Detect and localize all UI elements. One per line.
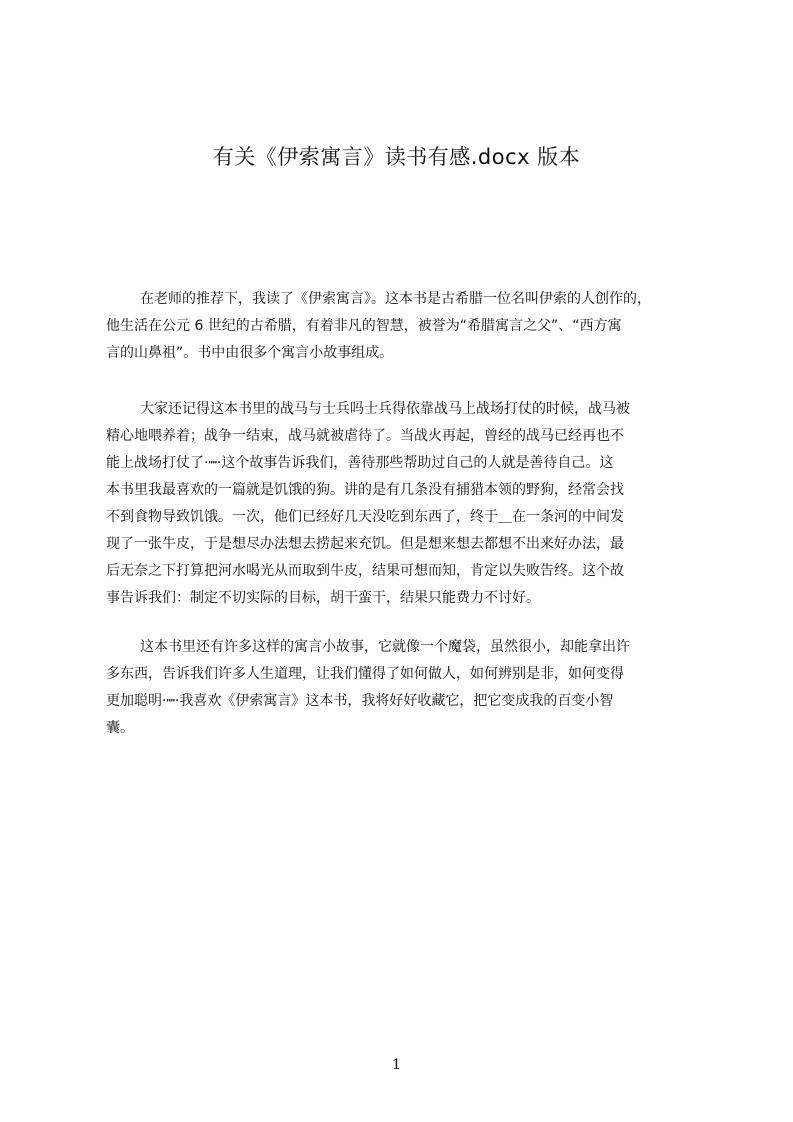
paragraph-line: 他生活在公元 6 世纪的古希腊，有着非凡的智慧，被誉为“希腊寓言之父”、“西方寓 xyxy=(106,318,622,334)
paragraph-line: 更加聪明·┉·我喜欢《伊索寓言》这本书，我将好好收藏它，把它变成我的百变小智 xyxy=(106,693,614,709)
paragraph-line: 言的山鼻祖”。书中由很多个寓言小故事组成。 xyxy=(106,345,394,361)
paragraph-line: 多东西，告诉我们许多人生道理，让我们懂得了如何做人，如何辨别是非，如何变得 xyxy=(106,666,624,682)
page-number: 1 xyxy=(392,1057,401,1073)
document-title: 有关《伊索寓言》读书有感.docx 版本 xyxy=(212,145,581,169)
paragraph-line: 囊。 xyxy=(106,720,134,736)
paragraph-line: 大家还记得这本书里的战马与士兵吗士兵得依靠战马上战场打仗的时候，战马被 xyxy=(140,401,630,417)
paragraph-line: 这本书里还有许多这样的寓言小故事，它就像一个魔袋，虽然很小，却能拿出许 xyxy=(140,639,630,655)
paragraph-line: 精心地喂养着；战争一结束，战马就被虐待了。当战火再起，曾经的战马已经再也不 xyxy=(106,428,624,444)
paragraph-line: 能上战场打仗了·┉·这个故事告诉我们，善待那些帮助过自己的人就是善待自己。这 xyxy=(106,455,614,471)
paragraph-line: 后无奈之下打算把河水喝光从而取到牛皮，结果可想而知，肯定以失败告终。这个故 xyxy=(106,563,624,579)
paragraph-line: 不到食物导致饥饿。一次，他们已经好几天没吃到东西了，终于＿在一条河的中间发 xyxy=(106,509,624,525)
paragraph-line: 在老师的推荐下，我读了《伊索寓言》。这本书是古希腊一位名叫伊索的人创作的， xyxy=(140,291,651,307)
paragraph-line: 本书里我最喜欢的一篇就是饥饿的狗。讲的是有几条没有捕猎本领的野狗，经常会找 xyxy=(106,482,624,498)
paragraph-line: 现了一张牛皮，于是想尽办法想去捞起来充饥。但是想来想去都想不出来好办法，最 xyxy=(106,536,624,552)
paragraph-line: 事告诉我们：制定不切实际的目标，胡干蛮干，结果只能费力不讨好。 xyxy=(106,590,540,606)
